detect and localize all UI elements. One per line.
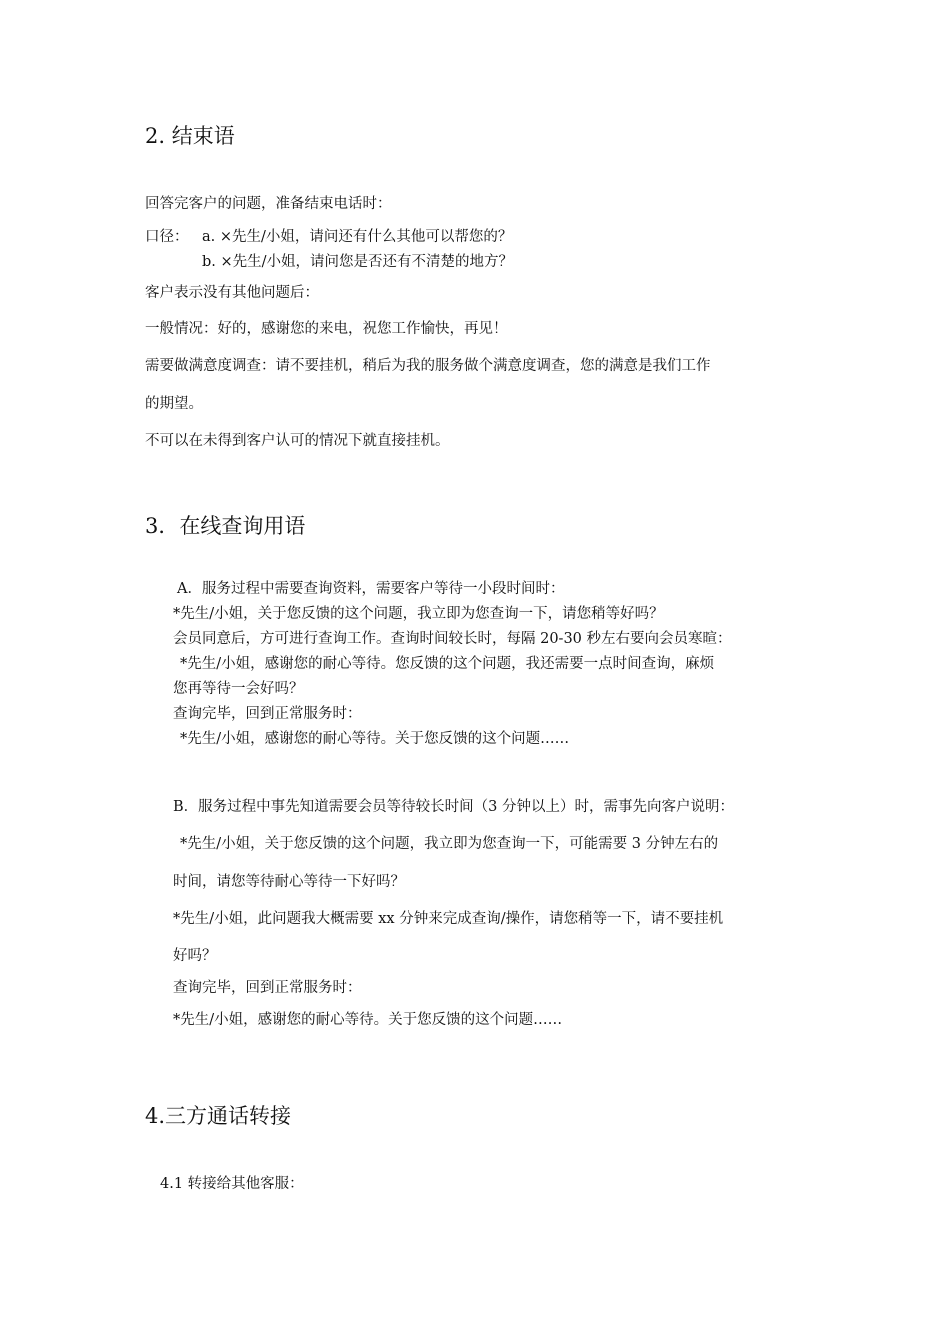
part-b-line-5: 查询完毕，回到正常服务时： [173,980,362,996]
part-b-line-6: *先生/小姐，感谢您的耐心等待。关于您反馈的这个问题…… [173,1012,563,1028]
part-b-line-4: 好吗？ [173,948,217,964]
script-option-b: b. ×先生/小姐，请问您是否还有不清楚的地方？ [202,254,514,270]
section-2-heading: 2. 结束语 [145,124,235,148]
part-a-line-3: *先生/小姐，感谢您的耐心等待。您反馈的这个问题，我还需要一点时间查询，麻烦 [180,656,715,672]
after-no-questions: 客户表示没有其他问题后： [145,285,319,301]
part-a-line-5: 查询完毕，回到正常服务时： [173,706,362,722]
survey-line-1: 需要做满意度调查：请不要挂机，稍后为我的服务做个满意度调查，您的满意是我们工作 [145,358,711,374]
part-a-line-4: 您再等待一会好吗？ [173,681,304,697]
part-b-line-1: *先生/小姐，关于您反馈的这个问题，我立即为您查询一下，可能需要 3 分钟左右的 [180,836,719,852]
part-b-line-3: *先生/小姐，此问题我大概需要 xx 分钟来完成查询/操作，请您稍等一下，请不要挂机 [173,911,724,927]
script-label: 口径： [145,229,189,245]
script-option-a: a. ×先生/小姐，请问还有什么其他可以帮您的？ [202,229,513,245]
subsection-4-1: 4.1 转接给其他客服： [160,1176,304,1192]
part-a-line-2: 会员同意后，方可进行查询工作。查询时间较长时，每隔 20-30 秒左右要向会员寒暄： [173,631,732,647]
part-a-line-1: *先生/小姐，关于您反馈的这个问题，我立即为您查询一下，请您稍等好吗？ [173,606,664,622]
part-b-line-2: 时间，请您等待耐心等待一下好吗？ [173,874,405,890]
part-a-line-6: *先生/小姐，感谢您的耐心等待。关于您反馈的这个问题…… [180,731,570,747]
survey-line-2: 的期望。 [145,396,203,412]
section-2-intro: 回答完客户的问题，准备结束电话时： [145,196,392,212]
section-4-heading: 4.三方通话转接 [145,1104,292,1128]
section-3-heading: 3．在线查询用语 [145,514,306,538]
part-a-title: A．服务过程中需要查询资料，需要客户等待一小段时间时： [177,581,565,597]
general-case: 一般情况：好的，感谢您的来电，祝您工作愉快，再见！ [145,321,508,337]
part-b-title: B．服务过程中事先知道需要会员等待较长时间（3 分钟以上）时，需事先向客户说明： [173,799,734,815]
hangup-warning: 不可以在未得到客户认可的情况下就直接挂机。 [145,433,450,449]
